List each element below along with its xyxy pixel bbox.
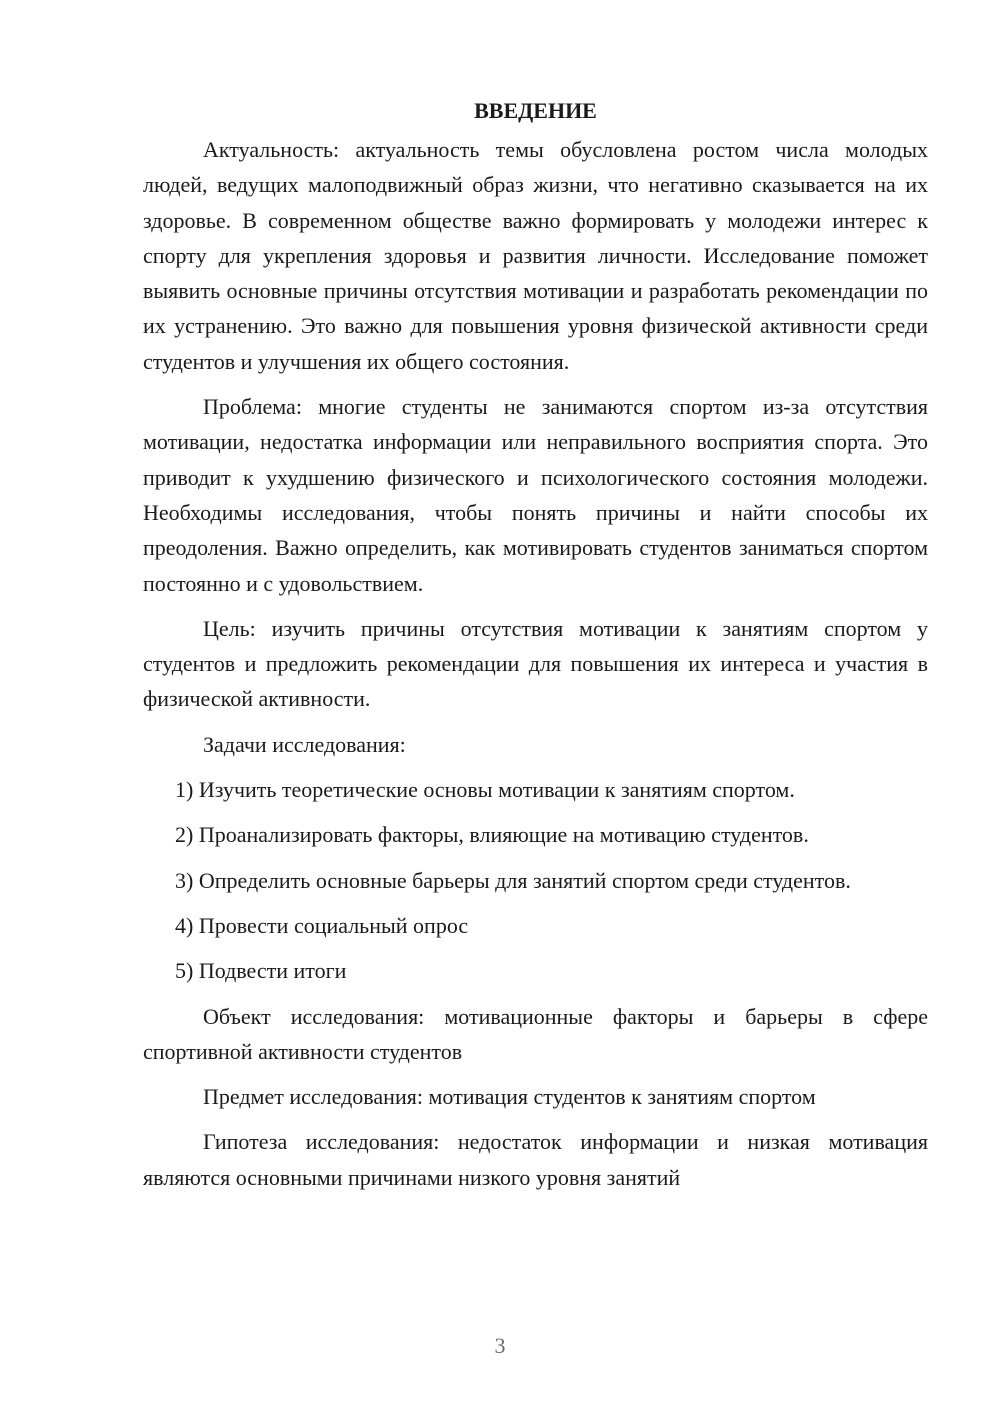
task-item: 3) Определить основные барьеры для занятий спортом среди студентов. xyxy=(175,867,851,893)
problem-paragraph: Проблема: многие студенты не занимаются спортом из-за отсутствия мотивации, недостатка информации или неправильного восприятия спорта. Это приводит к ухудшению физического и психологического состояния молодежи. Необходимы исследования, чтобы понять причины и найти способы их преодоления. Важно определить, как мотивировать студентов заниматься спортом постоянно и с удовольствием. xyxy=(143,394,928,596)
task-item: 4) Провести социальный опрос xyxy=(175,912,469,938)
task-item: 1) Изучить теоретические основы мотивации к занятиям спортом. xyxy=(175,777,795,803)
relevance-paragraph: Актуальность: актуальность темы обусловлена ростом числа молодых людей, ведущих малоподвижный образ жизни, что негативно сказывается на их здоровье. В современном обществе важно формировать у молодежи интерес к спорту для укрепления здоровья и развития личности. Исследование поможет выявить основные причины отсутствия мотивации и разработать рекомендации по их устранению. Это важно для повышения уровня физической активности среди студентов и улучшения их общего состояния. xyxy=(143,137,928,374)
tasks-heading: Задачи исследования: xyxy=(203,731,406,757)
task-item: 5) Подвести итоги xyxy=(175,958,347,984)
subject-paragraph: Предмет исследования: мотивация студентов к занятиям спортом xyxy=(203,1084,816,1110)
page-content xyxy=(143,96,928,1205)
hypothesis-paragraph: Гипотеза исследования: недостаток информации и низкая мотивация являются основными причинами низкого уровня занятий xyxy=(143,1129,928,1190)
page-number: 3 xyxy=(494,1333,506,1358)
goal-paragraph: Цель: изучить причины отсутствия мотивации к занятиям спортом у студентов и предложить рекомендации для повышения их интереса и участия в физической активности. xyxy=(143,615,928,712)
section-heading: ВВЕДЕНИЕ xyxy=(474,98,597,123)
object-paragraph: Объект исследования: мотивационные факторы и барьеры в сфере спортивной активности студентов xyxy=(143,1003,928,1064)
task-item: 2) Проанализировать факторы, влияющие на мотивацию студентов. xyxy=(175,822,809,848)
